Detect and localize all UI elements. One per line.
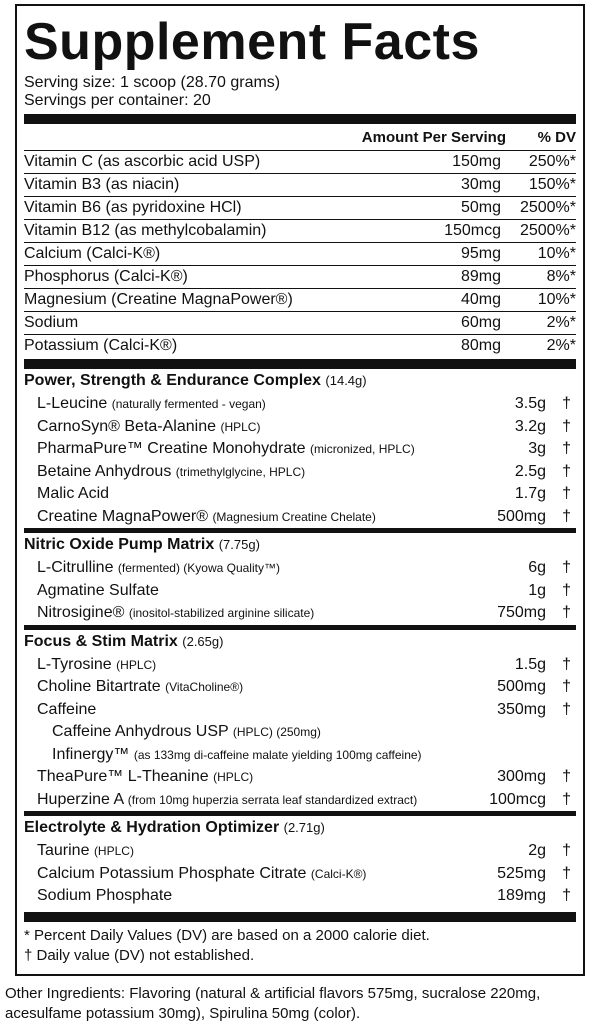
section-name: Power, Strength & Endurance Complex (24, 372, 321, 389)
serving-size: Serving size: 1 scoop (28.70 grams) (24, 74, 281, 91)
ingredient-label (37, 418, 260, 436)
section-weight: (2.71g) (283, 820, 325, 835)
ingredient-row (24, 721, 576, 744)
ingredient-label (37, 463, 305, 481)
ingredient-qualifier: (Calci-K®) (310, 866, 367, 881)
thick-divider (24, 114, 576, 124)
ingredient-qualifier: (trimethylglycine, HPLC) (175, 464, 306, 479)
ingredient-qualifier: (HPLC) (220, 419, 261, 434)
ingredient-name: Huperzine A (37, 790, 124, 808)
vitamin-row (24, 312, 576, 335)
ingredient-label (52, 746, 422, 764)
ingredient-qualifier: (HPLC) (250mg) (232, 725, 321, 739)
ingredient-name: Nitrosigine® (37, 604, 125, 621)
dagger-mark: † (562, 440, 571, 457)
nutrient-name: Vitamin B12 (as methylcobalamin) (24, 222, 267, 239)
nutrient-name: Potassium (Calci-K®) (24, 337, 178, 354)
ingredient-name: Infinergy™ (52, 745, 130, 763)
ingredient-qualifier: (HPLC) (213, 770, 254, 784)
ingredient-row (24, 506, 576, 529)
vitamin-row (24, 243, 576, 266)
nutrient-amount: 89mg (460, 268, 501, 285)
ingredient-row (24, 483, 576, 506)
ingredient-name: Caffeine Anhydrous USP (52, 723, 229, 740)
ingredient-row (24, 461, 576, 484)
nutrient-amount: 150mcg (444, 222, 501, 239)
ingredient-qualifier: (inositol-stabilized arginine silicate) (128, 606, 315, 620)
ingredient-row (24, 676, 576, 699)
ingredient-row (24, 602, 576, 625)
nutrient-name: Phosphorus (Calci-K®) (24, 268, 188, 285)
section-heading (24, 816, 576, 840)
ingredient-row (24, 789, 576, 812)
servings-per-container: Servings per container: 20 (24, 92, 211, 109)
ingredient-amount: 3.5g (514, 395, 546, 412)
ingredient-name: L-Citrulline (37, 559, 114, 576)
dagger-mark: † (562, 864, 571, 882)
ingredient-label (37, 582, 159, 600)
vitamin-row (24, 220, 576, 243)
blend-sections (24, 369, 576, 908)
ingredient-name: L-Leucine (37, 395, 108, 412)
ingredient-label (37, 842, 134, 860)
ingredient-qualifier: (naturally fermented - vegan) (111, 397, 266, 411)
ingredient-amount: 350mg (497, 700, 546, 718)
section-weight: (2.65g) (182, 633, 224, 649)
nutrient-dv: 250%* (528, 153, 576, 170)
ingredient-amount: 1.7g (514, 485, 546, 502)
ingredient-amount: 6g (528, 559, 546, 576)
ingredient-qualifier: (HPLC) (116, 657, 157, 672)
nutrient-dv: 2500%* (519, 222, 576, 239)
nutrient-dv: 10%* (537, 291, 576, 308)
nutrient-dv: 8%* (546, 268, 576, 285)
ingredient-row (24, 699, 576, 722)
nutrient-name: Vitamin B6 (as pyridoxine HCl) (24, 199, 242, 216)
vitamin-row (24, 289, 576, 312)
ingredient-name: CarnoSyn® Beta-Alanine (37, 417, 216, 435)
dagger-mark: † (562, 768, 571, 785)
ingredient-name: PharmaPure™ Creatine Monohydrate (37, 440, 306, 457)
ingredient-label (37, 678, 243, 696)
section-title (24, 633, 223, 651)
dv-header: % DV (537, 129, 576, 146)
ingredient-amount: 1.5g (514, 655, 546, 673)
section-heading (24, 630, 576, 654)
ingredient-label (52, 723, 321, 741)
dagger-mark: † (562, 417, 571, 435)
ingredient-amount: 1g (528, 581, 546, 599)
ingredient-amount: 3g (528, 440, 546, 457)
ingredient-name: L-Tyrosine (37, 655, 112, 673)
amount-header: Amount Per Serving (361, 129, 506, 146)
vitamin-row (24, 151, 576, 174)
section-name: Nitric Oxide Pump Matrix (24, 536, 215, 553)
nutrient-dv: 2%* (546, 314, 576, 331)
footnote-dv: * Percent Daily Values (DV) are based on a 2000 calorie diet. (24, 926, 430, 944)
ingredient-amount: 2.5g (514, 462, 546, 480)
ingredient-label (37, 791, 417, 809)
nutrient-amount: 80mg (460, 337, 501, 354)
nutrient-amount: 50mg (460, 199, 501, 216)
ingredient-amount: 750mg (497, 604, 546, 621)
ingredient-amount: 2g (528, 842, 546, 859)
vitamin-table (24, 151, 576, 357)
dagger-mark: † (562, 678, 571, 695)
ingredient-row (24, 766, 576, 789)
ingredient-name: Malic Acid (37, 485, 110, 502)
ingredient-label (37, 656, 156, 674)
ingredient-label (37, 865, 366, 883)
thick-divider (24, 359, 576, 369)
footnotes (24, 922, 576, 966)
ingredient-amount: 100mcg (489, 790, 546, 808)
ingredient-label (37, 485, 109, 503)
dagger-mark: † (562, 887, 571, 904)
nutrient-dv: 2500%* (519, 199, 576, 216)
ingredient-label (37, 604, 314, 622)
ingredient-qualifier: (micronized, HPLC) (310, 442, 415, 456)
ingredient-label (37, 395, 266, 413)
nutrient-dv: 10%* (537, 245, 576, 262)
ingredient-amount: 525mg (497, 864, 546, 882)
ingredient-amount: 500mg (497, 678, 546, 695)
ingredient-amount: 3.2g (514, 417, 546, 435)
nutrient-amount: 40mg (460, 291, 501, 308)
supplement-facts-panel (15, 4, 585, 976)
dagger-mark: † (562, 462, 571, 480)
ingredient-name: Agmatine Sulfate (37, 581, 159, 599)
thick-divider (24, 912, 576, 922)
ingredient-row (24, 744, 576, 767)
ingredient-amount: 300mg (497, 768, 546, 785)
panel-title: Supplement Facts (24, 13, 480, 71)
dagger-mark: † (562, 790, 571, 808)
ingredient-qualifier: (from 10mg huperzia serrata leaf standardized extract) (127, 792, 418, 807)
ingredient-amount: 189mg (497, 887, 546, 904)
section-title (24, 372, 367, 390)
ingredient-name: Choline Bitartrate (37, 678, 161, 695)
ingredient-label (37, 768, 253, 786)
dagger-mark: † (562, 395, 571, 412)
ingredient-row (24, 580, 576, 603)
section-title (24, 536, 260, 554)
ingredient-row (24, 557, 576, 580)
footnote-dagger: † Daily value (DV) not established. (24, 946, 255, 964)
ingredient-label (37, 559, 280, 577)
ingredient-name: Creatine MagnaPower® (37, 507, 208, 525)
nutrient-name: Vitamin C (as ascorbic acid USP) (24, 153, 261, 170)
ingredient-label (37, 440, 415, 458)
ingredient-row (24, 840, 576, 863)
ingredient-amount: 500mg (497, 507, 546, 525)
ingredient-qualifier: (as 133mg di-caffeine malate yielding 100mg caffeine) (133, 747, 422, 762)
dagger-mark: † (562, 559, 571, 576)
vitamin-row (24, 174, 576, 197)
nutrient-amount: 95mg (460, 245, 501, 262)
ingredient-name: Calcium Potassium Phosphate Citrate (37, 864, 307, 882)
nutrient-name: Calcium (Calci-K®) (24, 245, 161, 262)
ingredient-row (24, 438, 576, 461)
ingredient-name: Taurine (37, 842, 90, 859)
dagger-mark: † (562, 581, 571, 599)
section-weight: (14.4g) (325, 373, 367, 388)
ingredient-label (37, 508, 376, 526)
dagger-mark: † (562, 507, 571, 525)
dagger-mark: † (562, 842, 571, 859)
ingredient-name: TheaPure™ L-Theanine (37, 768, 209, 785)
ingredient-row (24, 654, 576, 677)
ingredient-row (24, 863, 576, 886)
nutrient-dv: 2%* (546, 337, 576, 354)
section-heading (24, 369, 576, 393)
dagger-mark: † (562, 604, 571, 621)
nutrient-amount: 30mg (460, 176, 501, 193)
ingredient-qualifier: (VitaCholine®) (165, 680, 244, 694)
dagger-mark: † (562, 485, 571, 502)
section-name: Electrolyte & Hydration Optimizer (24, 819, 280, 836)
ingredient-row (24, 885, 576, 908)
nutrient-dv: 150%* (528, 176, 576, 193)
vitamin-row (24, 266, 576, 289)
ingredient-qualifier: (Magnesium Creatine Chelate) (212, 509, 376, 524)
ingredient-name: Sodium Phosphate (37, 887, 173, 904)
ingredient-row (24, 416, 576, 439)
ingredient-qualifier: (fermented) (Kyowa Quality™) (117, 561, 280, 575)
ingredient-qualifier: (HPLC) (93, 844, 134, 858)
nutrient-amount: 60mg (460, 314, 501, 331)
ingredient-name: Betaine Anhydrous (37, 462, 172, 480)
other-ingredients: Other Ingredients: Flavoring (natural & artificial flavors 575mg, sucralose 220mg, acesulfame potassium 30mg), Spirulina 50mg (color). (5, 985, 541, 1022)
vitamin-row (24, 335, 576, 357)
nutrient-amount: 150mg (452, 153, 501, 170)
vitamin-row (24, 197, 576, 220)
section-name: Focus & Stim Matrix (24, 632, 178, 650)
dagger-mark: † (562, 700, 571, 718)
section-title (24, 819, 325, 837)
nutrient-name: Vitamin B3 (as niacin) (24, 176, 180, 193)
column-header (24, 124, 576, 150)
ingredient-label (37, 887, 172, 905)
dagger-mark: † (562, 655, 571, 673)
nutrient-name: Sodium (24, 314, 79, 331)
ingredient-row (24, 393, 576, 416)
section-heading (24, 533, 576, 557)
ingredient-name: Caffeine (37, 700, 97, 718)
nutrient-name: Magnesium (Creatine MagnaPower®) (24, 291, 293, 308)
section-weight: (7.75g) (218, 537, 260, 552)
ingredient-label (37, 701, 96, 719)
